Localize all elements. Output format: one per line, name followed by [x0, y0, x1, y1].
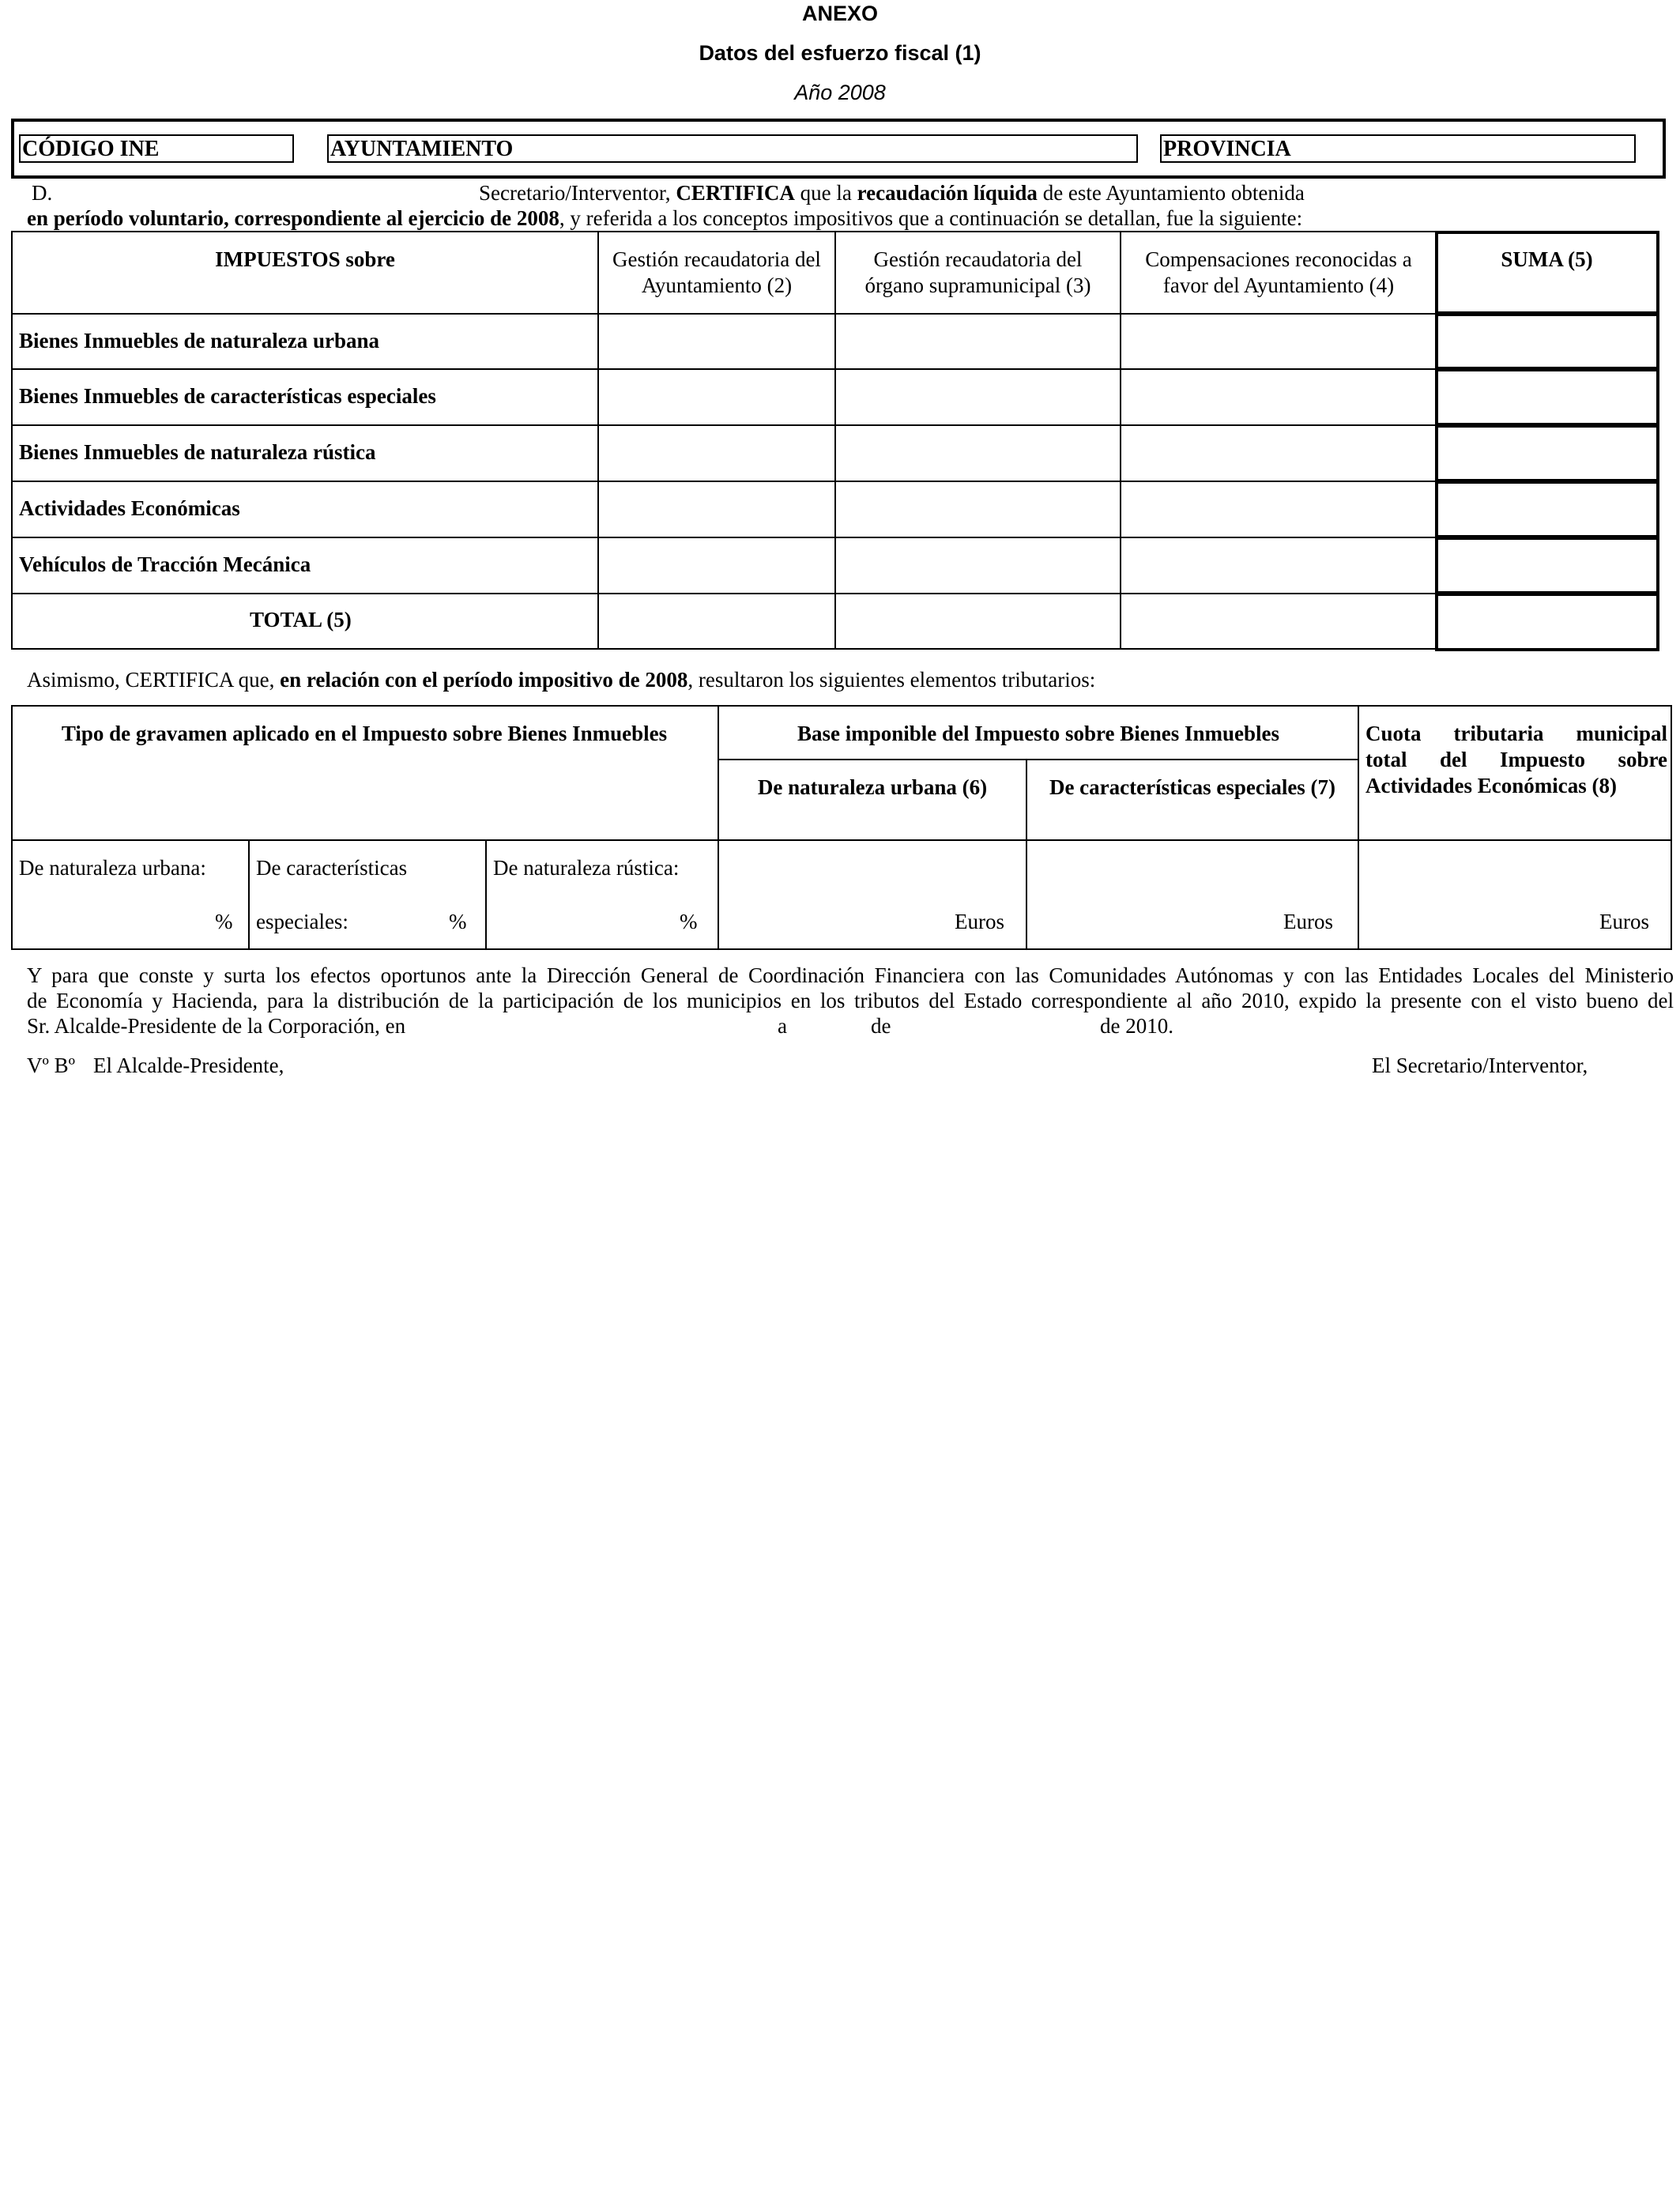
header-base-especiales: De características especiales (7) [1049, 775, 1336, 799]
gravamen-especiales-pct: % [449, 910, 467, 933]
certify-periodo: en período voluntario, correspondiente al ejercicio de 2008 [27, 206, 559, 230]
header-cuota-l1: Cuota tributaria municipal [1365, 722, 1667, 745]
header-suma: SUMA (5) [1501, 247, 1593, 271]
closing-line-2: de Economía y Hacienda, para la distribución de la participación de los municipios en los tributos del Estado correspondiente al año 2010, expido la presente con el visto bueno del [27, 989, 1674, 1012]
gravamen-urbana-label: De naturaleza urbana: [19, 856, 206, 880]
closing-de: de [871, 1014, 891, 1038]
row-bienes-rustica: Bienes Inmuebles de naturaleza rústica [19, 440, 376, 464]
header-impuestos: IMPUESTOS sobre [215, 247, 395, 271]
document-subtitle: Datos del esfuerzo fiscal (1) [699, 41, 981, 65]
certify-role: Secretario/Interventor, [479, 181, 676, 205]
alcalde-signature-label: El Alcalde-Presidente, [93, 1054, 284, 1077]
suma-cell-2[interactable] [1435, 368, 1659, 426]
certify-rest: de este Ayuntamiento obtenida [1037, 181, 1305, 205]
header-compensaciones [1121, 247, 1436, 299]
base-especiales-euros: Euros [1283, 910, 1333, 933]
closing-a: a [778, 1014, 787, 1038]
document-title: ANEXO [801, 2, 879, 25]
certify-conj: que la [794, 181, 857, 205]
certify-line-1 [479, 180, 1305, 205]
suma-header-box [1435, 231, 1659, 315]
suma-cell-5[interactable] [1435, 537, 1659, 594]
gravamen-especiales-label-1: De características [256, 856, 408, 880]
gravamen-rustica-pct: % [680, 910, 698, 933]
header-gestion-ayuntamiento-l2: Ayuntamiento (2) [641, 273, 793, 297]
secretario-signature-label: El Secretario/Interventor, [1372, 1054, 1588, 1077]
ayuntamiento-label: AYUNTAMIENTO [330, 137, 514, 161]
row-bienes-especiales: Bienes Inmuebles de características especiales [19, 384, 436, 408]
header-gestion-supramunicipal [836, 247, 1120, 299]
header-cuota-l2: total del Impuesto sobre [1365, 748, 1667, 771]
d-prefix: D. [32, 181, 53, 205]
header-gestion-ayuntamiento-l1: Gestión recaudatoria del [612, 247, 821, 271]
asimismo-c: , resultaron los siguientes elementos tributarios: [687, 668, 1096, 692]
asimismo-text [27, 667, 1095, 692]
header-gestion-supramunicipal-l2: órgano supramunicipal (3) [864, 273, 1091, 297]
suma-cell-total[interactable] [1435, 593, 1659, 651]
row-vehiculos: Vehículos de Tracción Mecánica [19, 552, 311, 576]
header-compensaciones-l2: favor del Ayuntamiento (4) [1162, 273, 1395, 297]
row-total: TOTAL (5) [250, 608, 352, 631]
year-line: Año 2008 [794, 81, 886, 104]
visto-bueno: Vº Bº [27, 1054, 76, 1077]
certify-recaudacion: recaudación líquida [857, 181, 1038, 205]
provincia-field[interactable] [1160, 134, 1636, 163]
certify-conceptos: , y referida a los conceptos impositivos que a continuación se detallan, fue la siguiente: [559, 206, 1303, 230]
row-actividades-economicas: Actividades Económicas [19, 496, 240, 520]
codigo-ine-field[interactable] [19, 134, 294, 163]
ayuntamiento-field[interactable] [327, 134, 1138, 163]
header-base-urbana: De naturaleza urbana (6) [757, 775, 988, 799]
cuota-euros: Euros [1599, 910, 1649, 933]
header-tipo-gravamen: Tipo de gravamen aplicado en el Impuesto sobre Bienes Inmuebles [61, 722, 668, 745]
provincia-label: PROVINCIA [1163, 137, 1291, 161]
header-gestion-supramunicipal-l1: Gestión recaudatoria del [873, 247, 1083, 271]
certify-verb: CERTIFICA [676, 181, 795, 205]
suma-cell-4[interactable] [1435, 481, 1659, 538]
header-cuota-tributaria [1365, 721, 1667, 799]
gravamen-rustica-label: De naturaleza rústica: [493, 856, 680, 880]
asimismo-a: Asimismo, CERTIFICA que, [27, 668, 281, 692]
asimismo-periodo: en relación con el período impositivo de 2008 [280, 668, 688, 692]
header-compensaciones-l1: Compensaciones reconocidas a [1145, 247, 1412, 271]
row-bienes-urbana: Bienes Inmuebles de naturaleza urbana [19, 329, 380, 352]
header-base-imponible: Base imponible del Impuesto sobre Bienes Inmuebles [797, 722, 1280, 745]
suma-cell-3[interactable] [1435, 424, 1659, 482]
header-cuota-l3: Actividades Económicas (8) [1365, 774, 1617, 797]
header-gestion-ayuntamiento [599, 247, 834, 299]
closing-de-2010: de 2010. [1100, 1014, 1173, 1038]
gravamen-urbana-pct: % [215, 910, 233, 933]
gravamen-especiales-label-2: especiales: [256, 910, 348, 933]
suma-cell-1[interactable] [1435, 313, 1659, 370]
base-urbana-euros: Euros [955, 910, 1004, 933]
closing-line-1: Y para que conste y surta los efectos oportunos ante la Dirección General de Coordinación Financiera con las Comunidades Autónomas y con las Entidades Locales del Ministerio [27, 963, 1674, 987]
codigo-ine-label: CÓDIGO INE [22, 137, 160, 161]
certify-line-2 [27, 205, 1302, 231]
closing-line-3: Sr. Alcalde-Presidente de la Corporación, en [27, 1014, 406, 1038]
